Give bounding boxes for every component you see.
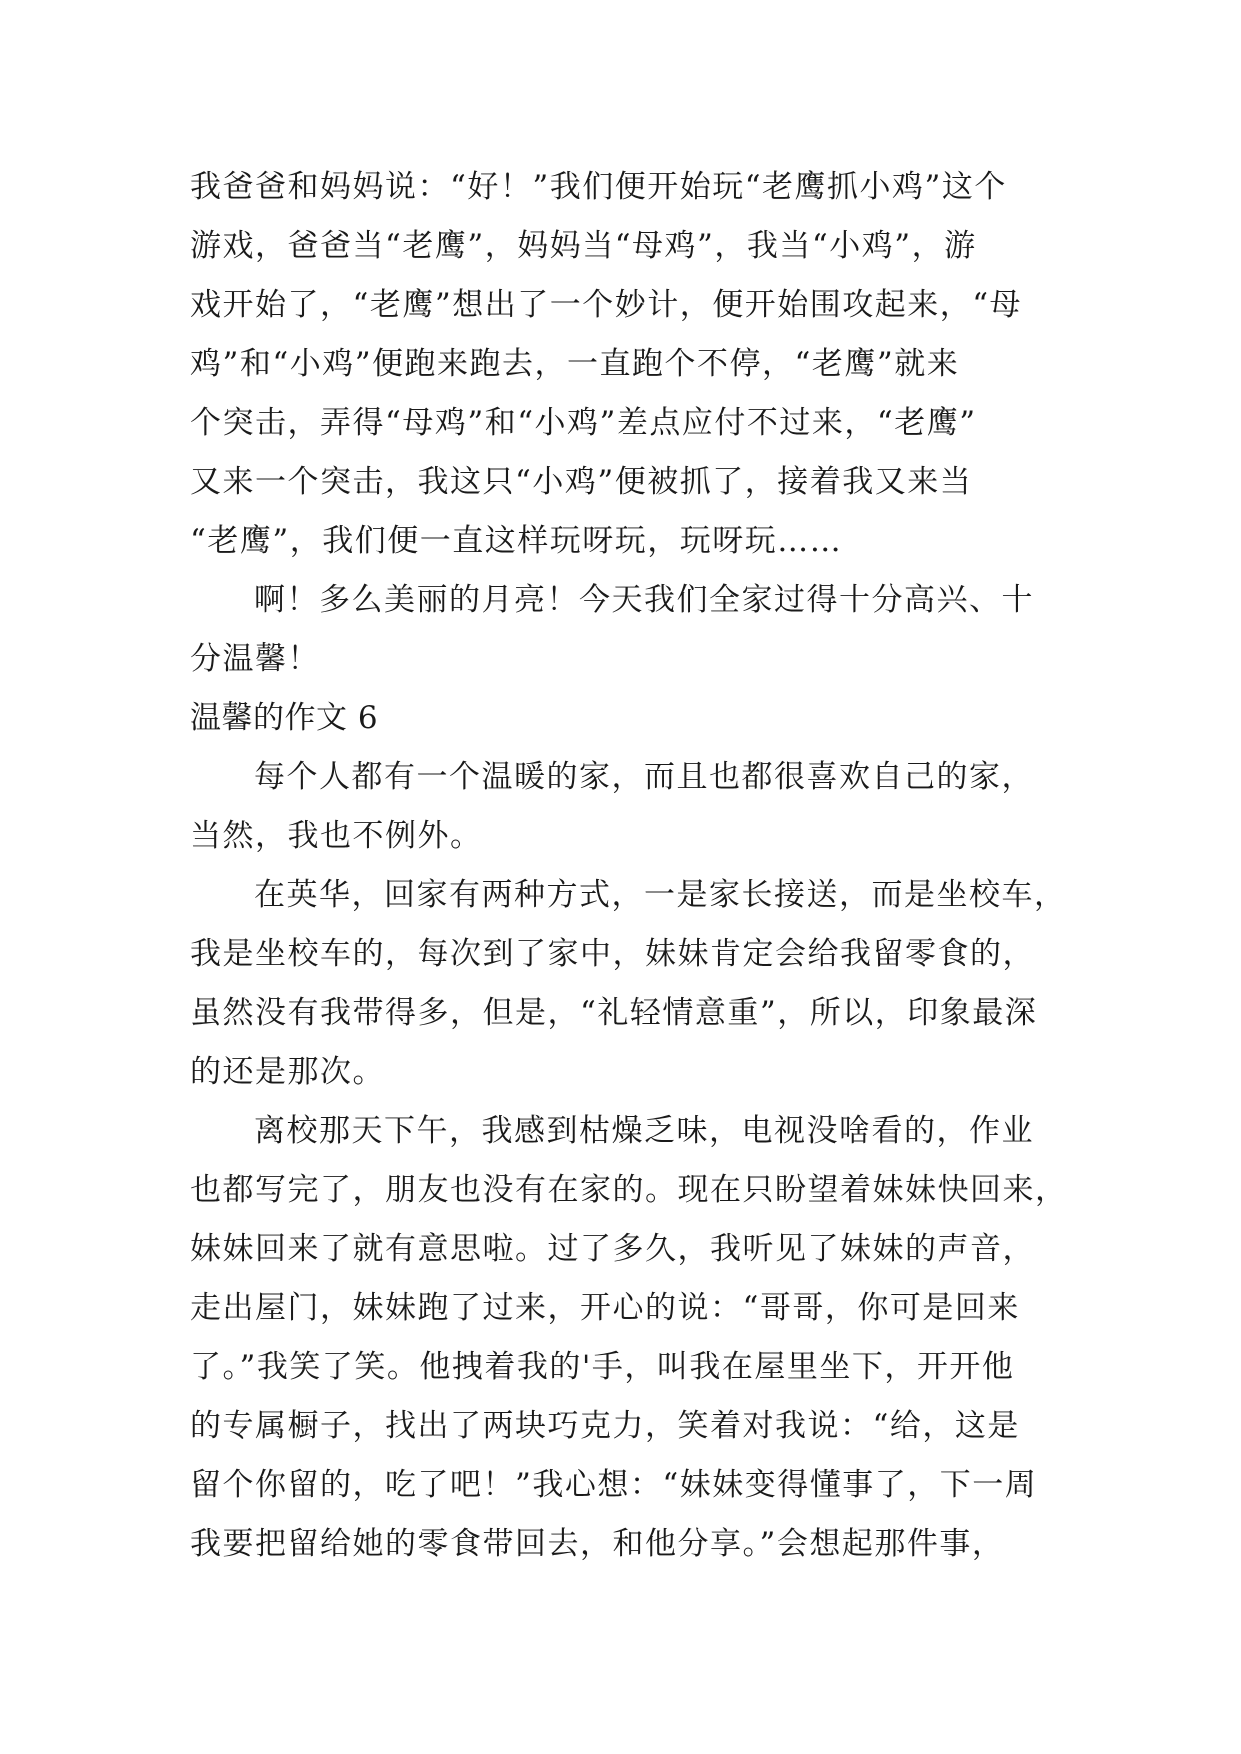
paragraph-game [190,158,1070,571]
text-line: 的还是那次。 [190,1054,385,1090]
text-line: “老鹰”，我们便一直这样玩呀玩，玩呀玩…… [190,523,843,559]
document-body [190,158,1070,1574]
text-line: 鸡”和“小鸡”便跑来跑去，一直跑个不停，“老鹰”就来 [190,346,960,382]
section-title: 温馨的作文 6 [190,700,379,736]
text-line: 我是坐校车的，每次到了家中，妹妹肯定会给我留零食的， [190,936,1035,972]
text-line: 游戏，爸爸当“老鹰”，妈妈当“母鸡”，我当“小鸡”，游 [190,228,977,264]
text-line: 的专属橱子，找出了两块巧克力，笑着对我说：“给，这是 [190,1408,1020,1444]
text-line: 走出屋门，妹妹跑了过来，开心的说：“哥哥，你可是回来 [190,1290,1020,1326]
text-line: 也都写完了，朋友也没有在家的。现在只盼望着妹妹快回来， [190,1172,1068,1208]
paragraph-afternoon [190,1102,1070,1574]
text-line: 分温馨！ [190,641,320,677]
text-line: 虽然没有我带得多，但是，“礼轻情意重”，所以，印象最深 [190,995,1038,1031]
text-line: 留个你留的，吃了吧！”我心想：“妹妹变得懂事了，下一周 [190,1467,1038,1503]
text-line: 每个人都有一个温暖的家，而且也都很喜欢自己的家， [254,759,1034,795]
text-line: 又来一个突击，我这只“小鸡”便被抓了，接着我又来当 [190,464,973,500]
text-line: 在英华，回家有两种方式，一是家长接送，而是坐校车， [254,877,1067,913]
text-line: 离校那天下午，我感到枯燥乏味，电视没啥看的，作业 [254,1113,1034,1149]
text-line: 戏开始了，“老鹰”想出了一个妙计，便开始围攻起来，“母 [190,287,1023,323]
text-line: 个突击，弄得“母鸡”和“小鸡”差点应付不过来，“老鹰” [190,405,977,441]
text-line: 我要把留给她的零食带回去，和他分享。”会想起那件事， [190,1526,1005,1562]
text-line: 当然，我也不例外。 [190,818,483,854]
paragraph-moon [190,571,1070,689]
text-line: 妹妹回来了就有意思啦。过了多久，我听见了妹妹的声音， [190,1231,1035,1267]
paragraph-intro [190,748,1070,866]
text-line: 我爸爸和妈妈说：“好！”我们便开始玩“老鹰抓小鸡”这个 [190,169,1007,205]
paragraph-school-bus [190,866,1070,1102]
text-line: 了。”我笑了笑。他拽着我的'手，叫我在屋里坐下，开开他 [190,1349,1015,1385]
text-line: 啊！多么美丽的月亮！今天我们全家过得十分高兴、十 [254,582,1034,618]
